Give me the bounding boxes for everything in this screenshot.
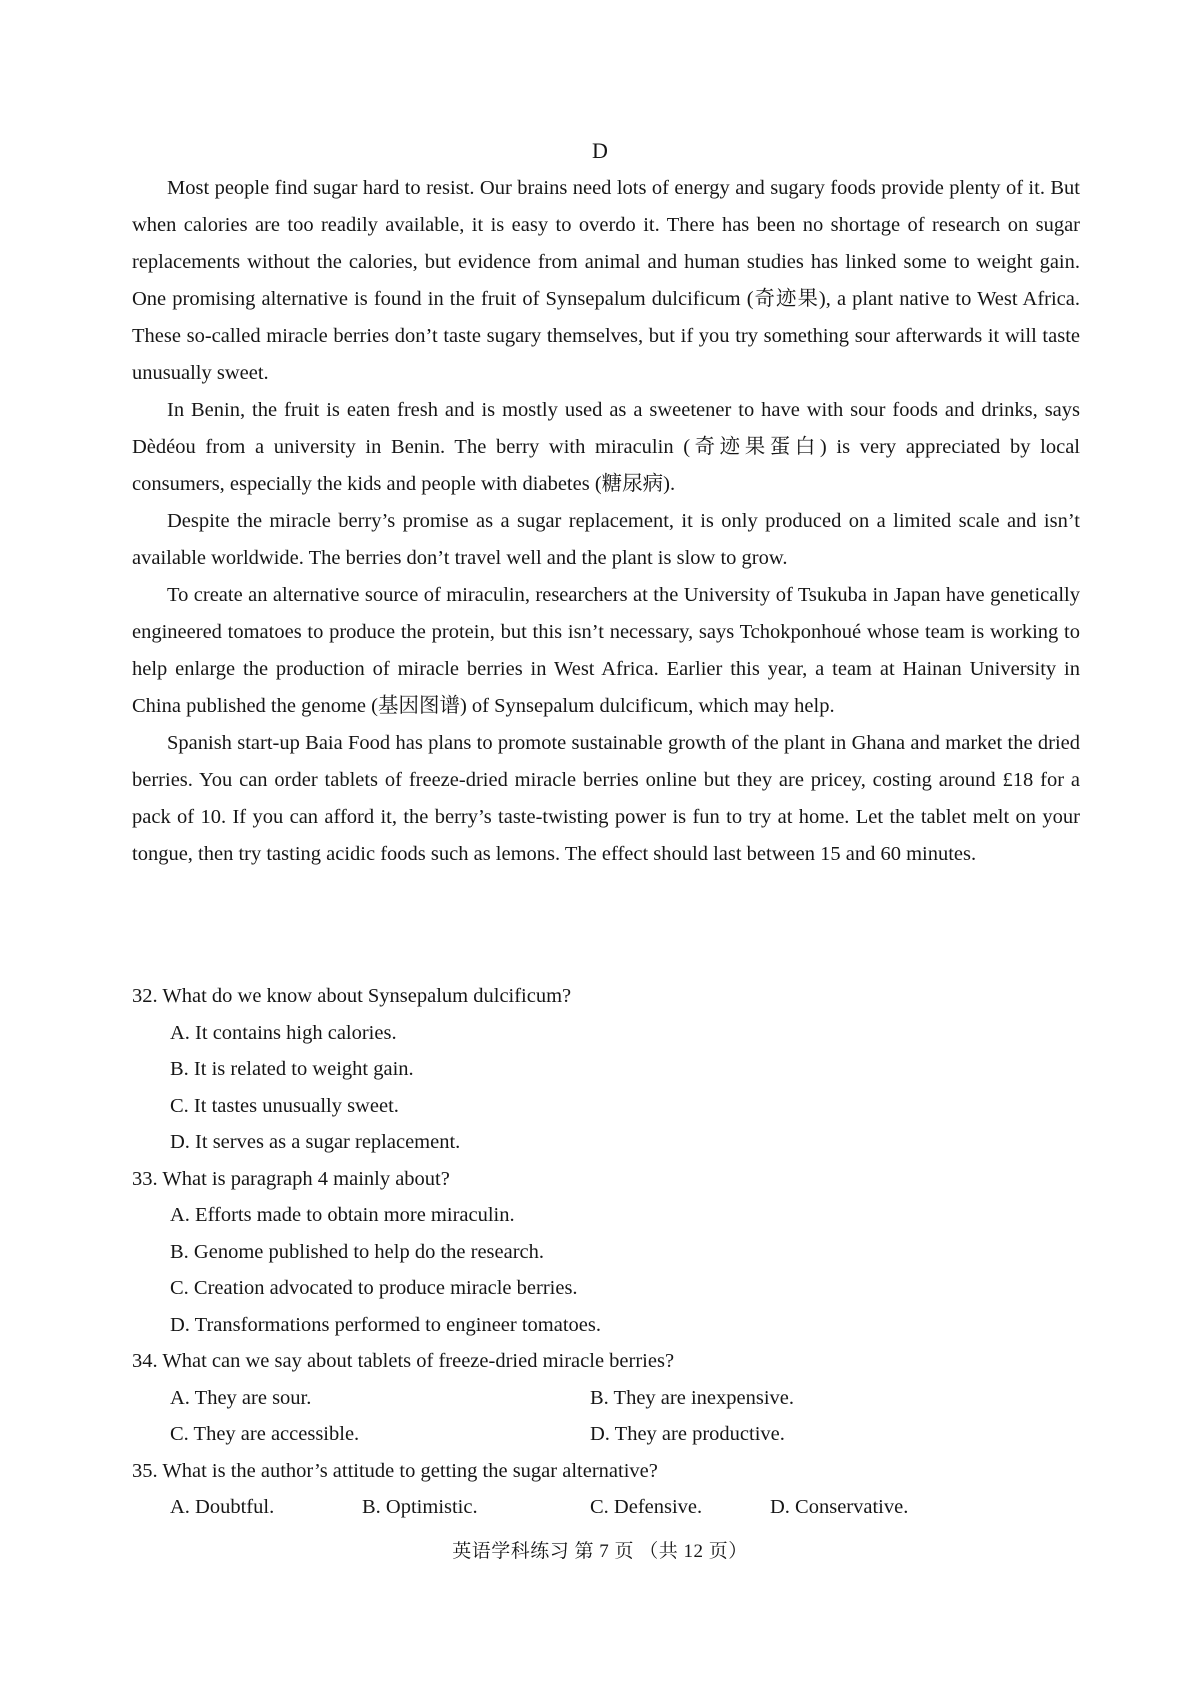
option-row	[132, 1489, 1080, 1526]
page-footer: 英语学科练习 第 7 页 （共 12 页）	[452, 1541, 748, 1562]
option-c: C. It tastes unusually sweet.	[170, 1094, 399, 1117]
question-stem: 33. What is paragraph 4 mainly about?	[132, 1167, 450, 1190]
option-d: D. Conservative.	[770, 1496, 909, 1518]
option-row	[132, 1416, 1080, 1453]
option-a: A. Efforts made to obtain more miraculin.	[170, 1204, 515, 1226]
option-a: A. It contains high calories.	[170, 1021, 397, 1044]
option-b: B. It is related to weight gain.	[170, 1058, 414, 1080]
section-heading: D	[592, 138, 608, 163]
option-b: B. Optimistic.	[362, 1496, 478, 1518]
option-d: D. Transformations performed to engineer tomatoes.	[170, 1313, 601, 1336]
question-stem: 35. What is the author’s attitude to getting the sugar alternative?	[132, 1459, 658, 1482]
question-32	[132, 978, 1080, 1161]
option-a: A. They are sour.	[170, 1386, 312, 1409]
passage-paragraph-3: Despite the miracle berry’s promise as a sugar replacement, it is only produced on a limited scale and isn’t available worldwide. The berries don’t travel well and the plant is slow to grow.	[132, 510, 1080, 569]
option-b: B. They are inexpensive.	[590, 1386, 794, 1409]
option-a: A. Doubtful.	[170, 1496, 275, 1518]
option-b: B. Genome published to help do the research.	[170, 1240, 545, 1263]
passage-paragraph-5: Spanish start-up Baia Food has plans to promote sustainable growth of the plant in Ghana and market the dried berries. You can order tablets of freeze-dried miracle berries online but they are pricey, costing around £18 for a pack of 10. If you can afford it, the berry’s taste-twisting power is fun to try at home. Let the tablet melt on your tongue, then try tasting acidic foods such as lemons. The effect should last between 15 and 60 minutes.	[132, 732, 1080, 865]
option-row	[132, 1380, 1080, 1417]
question-35	[132, 1453, 1080, 1526]
question-34	[132, 1343, 1080, 1453]
option-c: C. Defensive.	[590, 1496, 703, 1518]
question-33	[132, 1161, 1080, 1344]
option-c: C. They are accessible.	[170, 1423, 360, 1445]
passage-paragraph-2: In Benin, the fruit is eaten fresh and is mostly used as a sweetener to have with sour foods and drinks, says Dèdéou from a university in Benin. The berry with miraculin (奇迹果蛋白) is very appreciated by local consumers, especially the kids and people with diabetes (糖尿病).	[132, 399, 1080, 495]
option-d: D. They are productive.	[590, 1423, 785, 1445]
question-stem: 32. What do we know about Synsepalum dulcificum?	[132, 985, 572, 1007]
passage-paragraph-1: Most people find sugar hard to resist. Our brains need lots of energy and sugary foods provide plenty of it. But when calories are too readily available, it is easy to overdo it. There has been no shortage of research on sugar replacements without the calories, but evidence from animal and human studies has linked some to weight gain. One promising alternative is found in the fruit of Synsepalum dulcificum (奇迹果), a plant native to West Africa. These so-called miracle berries don’t taste sugary themselves, but if you try something sour afterwards it will taste unusually sweet.	[132, 177, 1080, 384]
question-list	[132, 978, 1080, 1526]
question-stem: 34. What can we say about tablets of freeze-dried miracle berries?	[132, 1350, 675, 1372]
reading-passage	[132, 170, 1080, 873]
option-c: C. Creation advocated to produce miracle berries.	[170, 1277, 578, 1299]
passage-paragraph-4: To create an alternative source of miraculin, researchers at the University of Tsukuba in Japan have genetically engineered tomatoes to produce the protein, but this isn’t necessary, says Tchokponhoué whose team is working to help enlarge the production of miracle berries in West Africa. Earlier this year, a team at Hainan University in China published the genome (基因图谱) of Synsepalum dulcificum, which may help.	[132, 584, 1080, 717]
option-d: D. It serves as a sugar replacement.	[170, 1131, 461, 1153]
